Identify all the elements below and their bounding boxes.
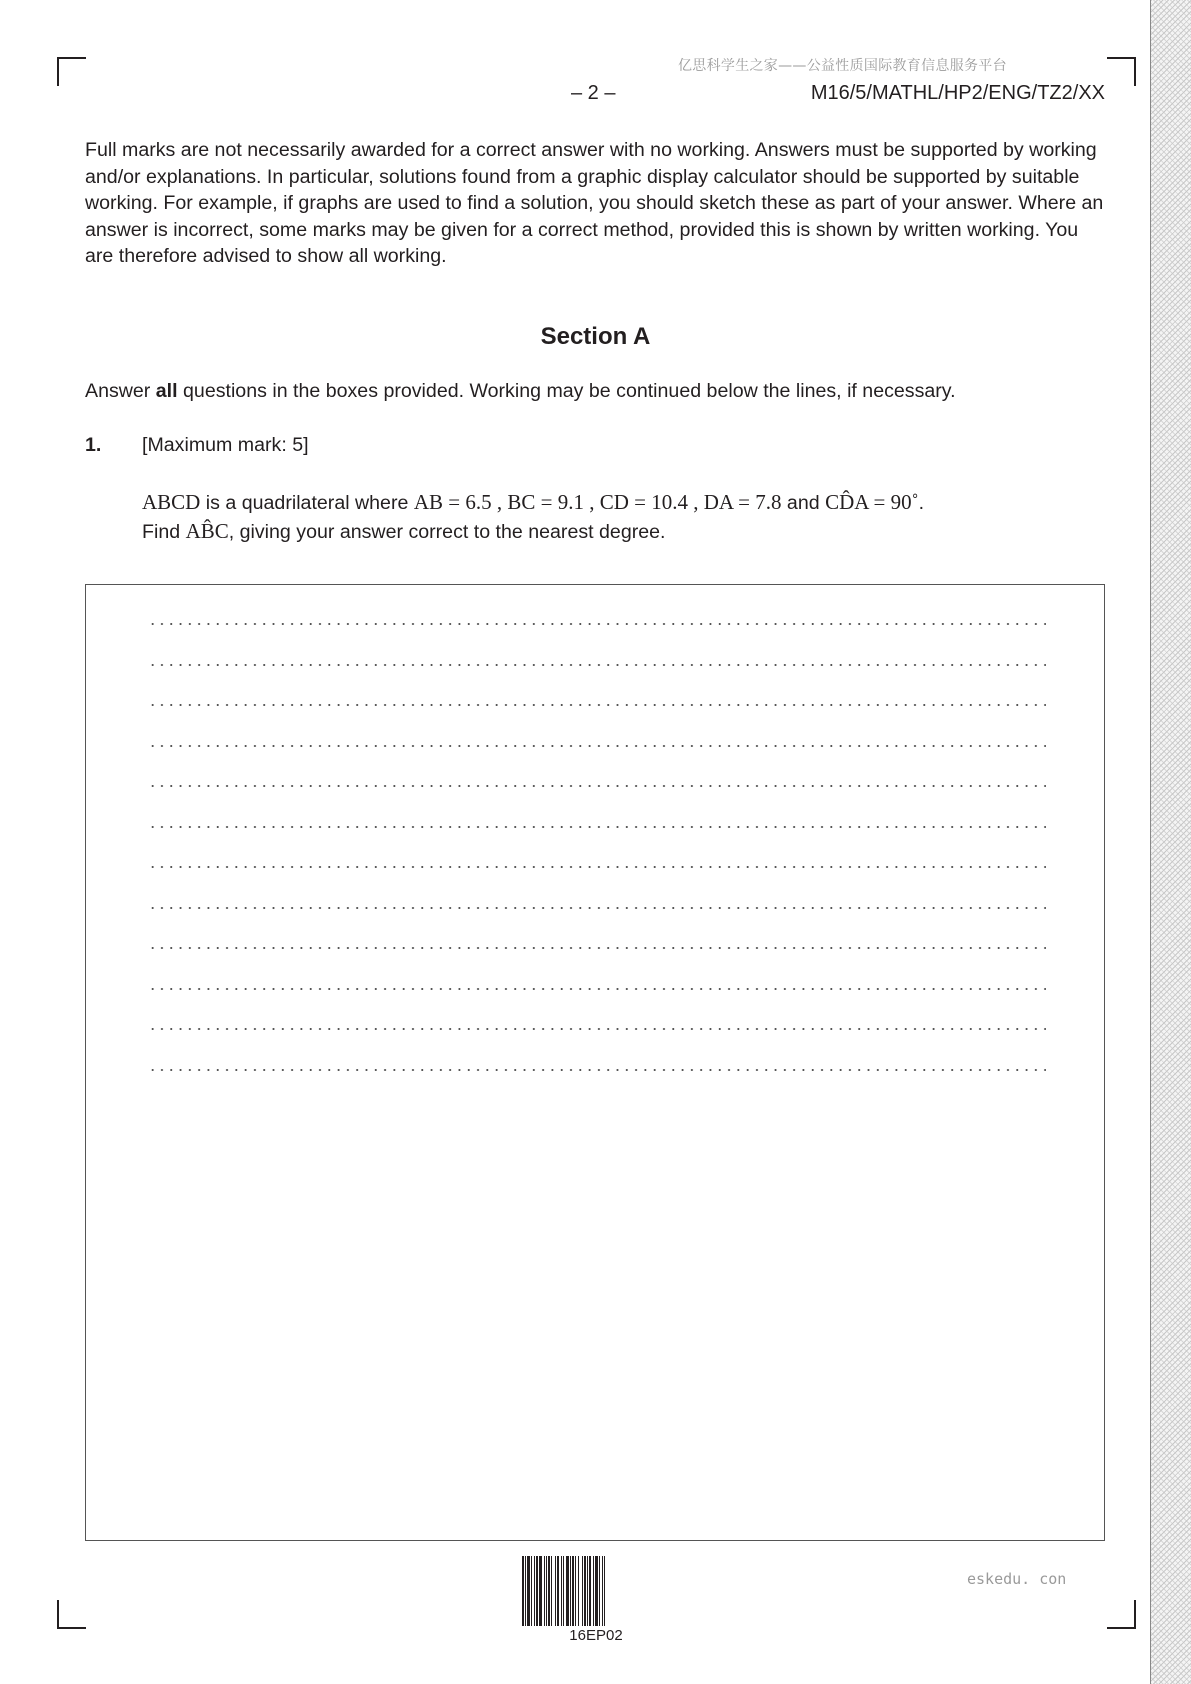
header-watermark: 亿思科学生之家——公益性质国际教育信息服务平台 — [678, 58, 1007, 74]
barcode-bar — [566, 1556, 569, 1626]
barcode-bar — [575, 1556, 576, 1626]
answer-line[interactable] — [148, 1069, 1046, 1071]
barcode-bar — [584, 1556, 586, 1626]
barcode-bar — [602, 1556, 603, 1626]
question-text-line-2: Find AB̂C, giving your answer correct to the nearest degree. — [142, 519, 666, 543]
crop-mark-bottom-left — [57, 1600, 86, 1629]
answer-line[interactable] — [148, 1028, 1046, 1030]
section-title: Section A — [540, 323, 651, 350]
barcode-bar — [570, 1556, 571, 1626]
answer-line[interactable] — [148, 704, 1046, 706]
answer-line[interactable] — [148, 623, 1046, 625]
crop-mark-bottom-right — [1107, 1600, 1136, 1629]
barcode-bar — [587, 1556, 588, 1626]
section-instructions: Answer all questions in the boxes provided. Working may be continued below the lines, if necessary. — [85, 380, 956, 402]
barcode — [522, 1556, 670, 1626]
barcode-bar — [555, 1556, 556, 1626]
answer-line[interactable] — [148, 947, 1046, 949]
answer-box[interactable] — [85, 584, 1105, 1541]
barcode-bar — [546, 1556, 547, 1626]
answer-line[interactable] — [148, 866, 1046, 868]
barcode-bar — [548, 1556, 550, 1626]
barcode-bar — [531, 1556, 532, 1626]
barcode-bar — [539, 1556, 542, 1626]
question-number: 1. — [85, 434, 102, 456]
barcode-bar — [595, 1556, 598, 1626]
barcode-bar — [604, 1556, 605, 1626]
answer-line[interactable] — [148, 745, 1046, 747]
barcode-bar — [599, 1556, 600, 1626]
answer-line[interactable] — [148, 664, 1046, 666]
right-margin-strip — [1150, 0, 1191, 1684]
barcode-bar — [589, 1556, 591, 1626]
answer-line[interactable] — [148, 785, 1046, 787]
crop-mark-top-right — [1107, 57, 1136, 86]
barcode-bar — [572, 1556, 574, 1626]
barcode-bar — [525, 1556, 526, 1626]
intro-paragraph: Full marks are not necessarily awarded for a correct answer with no working. Answers must be supported by working and/or explanations. In particular, solutions found from a graphic display calculator should be supported by suitable working. For example, if graphs are used to find a solution, you should sketch these as part of your answer. Where an answer is incorrect, some marks may be given for a correct method, provided this is shown by written working. You are therefore advised to show all working. — [85, 139, 1104, 268]
barcode-bar — [551, 1556, 552, 1626]
barcode-bar — [534, 1556, 535, 1626]
footer-watermark: eskedu. con — [967, 1570, 1067, 1588]
question-max-mark: [Maximum mark: 5] — [142, 434, 309, 456]
barcode-bar — [527, 1556, 530, 1626]
crop-mark-top-left — [57, 57, 86, 86]
barcode-bar — [578, 1556, 579, 1626]
barcode-bar — [536, 1556, 538, 1626]
barcode-bar — [544, 1556, 545, 1626]
barcode-bar — [561, 1556, 562, 1626]
barcode-bar — [563, 1556, 564, 1626]
question-text-line-1: ABCD is a quadrilateral where AB = 6.5 , BC = 9.1 , CD = 10.4 , DA = 7.8 and CD̂A = 90˚. — [142, 490, 925, 514]
barcode-bar — [522, 1556, 524, 1626]
paper-code: M16/5/MATHL/HP2/ENG/TZ2/XX — [810, 82, 1105, 104]
answer-line[interactable] — [148, 988, 1046, 990]
answer-line[interactable] — [148, 907, 1046, 909]
barcode-bar — [557, 1556, 559, 1626]
answer-line[interactable] — [148, 826, 1046, 828]
barcode-label: 16EP02 — [569, 1627, 623, 1644]
barcode-bar — [582, 1556, 583, 1626]
page-number: – 2 – — [571, 82, 616, 104]
barcode-bar — [593, 1556, 594, 1626]
